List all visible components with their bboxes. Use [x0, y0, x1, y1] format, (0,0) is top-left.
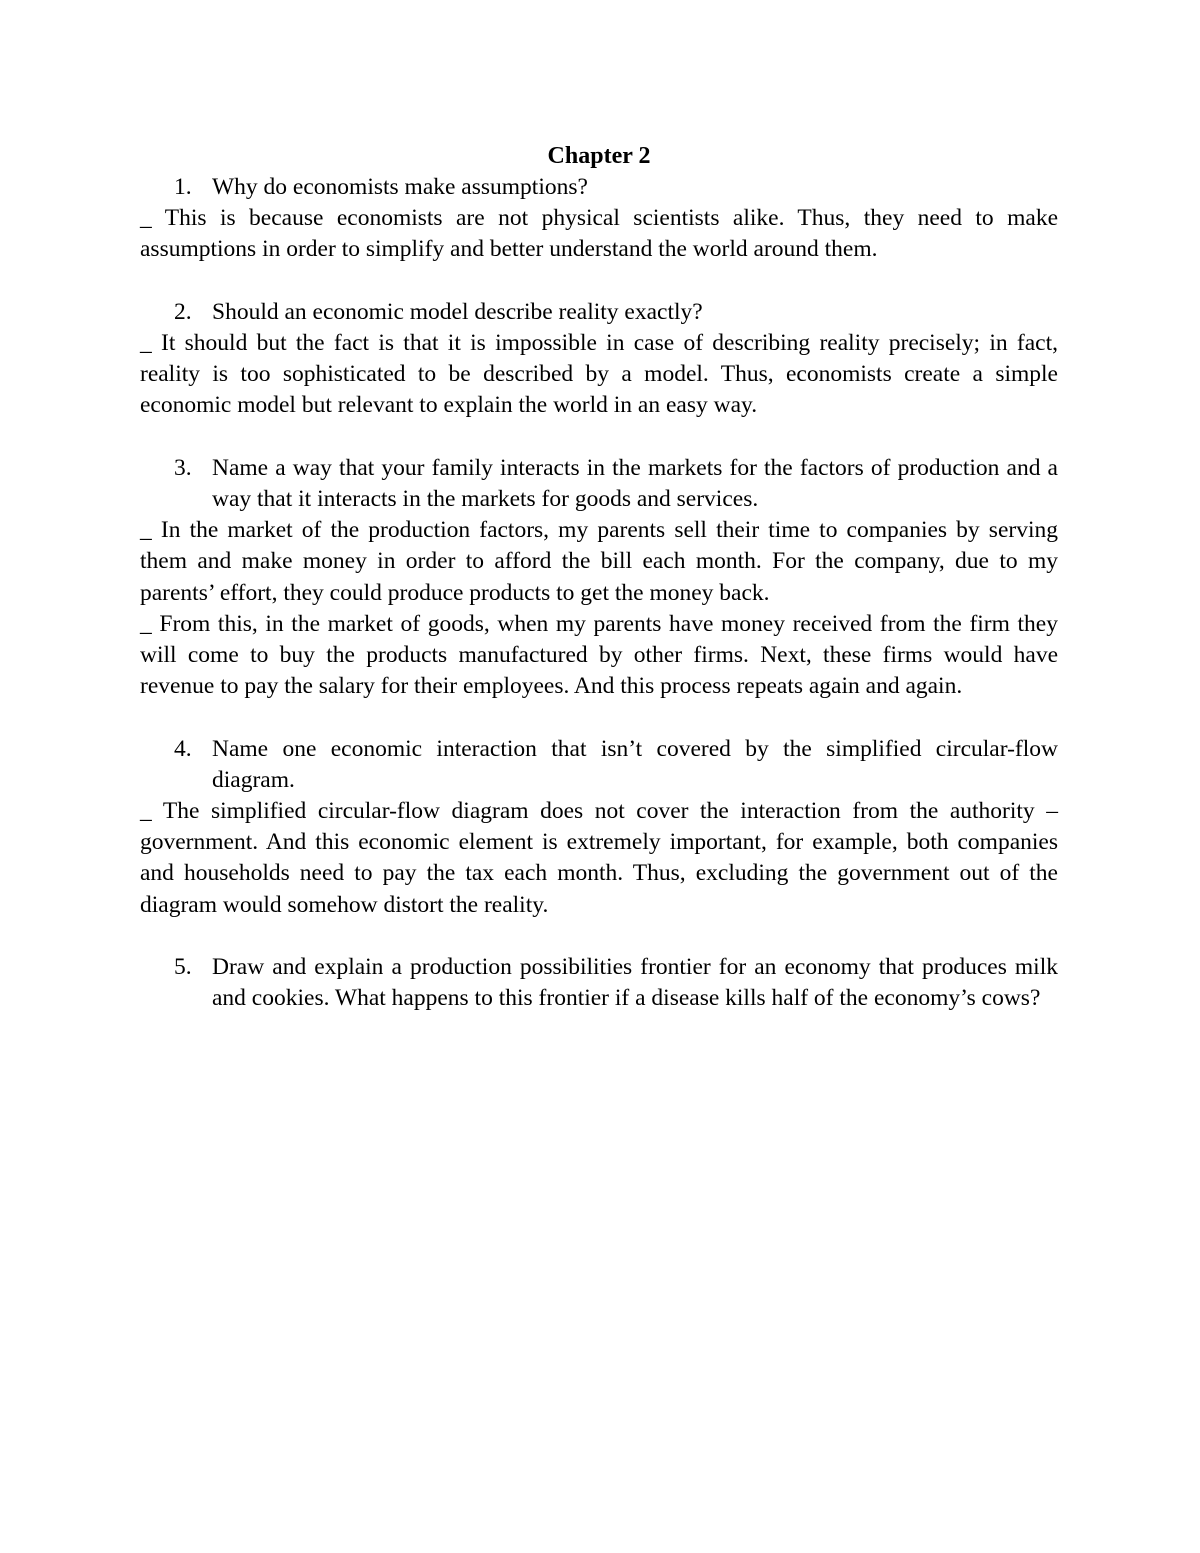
question-5 — [140, 952, 1058, 1014]
question-5-text: Draw and explain a production possibilities frontier for an economy that produces milk and cookies. What happens to this frontier if a disease kills half of the economy’s cows? — [212, 954, 1058, 1012]
question-1-number: 1. — [174, 174, 192, 200]
answer-4: _ The simplified circular-flow diagram does not cover the interaction from the authority – government. And this economic element is extremely important, for example, both companies and households need to pay the tax each month. Thus, excluding the government out of the diagram would somehow distort the reality. — [140, 798, 1058, 918]
page-title: Chapter 2 — [547, 143, 651, 169]
question-2-text: Should an economic model describe reality exactly? — [212, 298, 703, 325]
question-1-text: Why do economists make assumptions? — [212, 174, 588, 200]
answer-1: _ This is because economists are not physical scientists alike. Thus, they need to make assumptions in order to simplify and better understand the world around them. — [140, 205, 1058, 263]
question-5-number: 5. — [174, 954, 192, 981]
answer-3a: _ In the market of the production factors, my parents sell their time to companies by serving them and make money in order to afford the bill each month. For the company, due to my parents’ effort, they could produce products to get the money back. — [140, 517, 1058, 606]
question-4-text: Name one economic interaction that isn’t covered by the simplified circular-flow diagram. — [212, 735, 1058, 793]
answer-2: _ It should but the fact is that it is impossible in case of describing reality precisely; in fact, reality is too sophisticated to be described by a model. Thus, economists create a simple economic model but relevant to explain the world in an easy way. — [140, 330, 1058, 419]
question-3 — [140, 453, 1058, 515]
question-1 — [140, 172, 1058, 203]
question-3-text: Name a way that your family interacts in the markets for the factors of production and a way that it interacts in the markets for goods and services. — [212, 454, 1058, 512]
answer-3b: _ From this, in the market of goods, when my parents have money received from the firm they will come to buy the products manufactured by other firms. Next, these firms would have revenue to pay the salary for their employees. And this process repeats again and again. — [140, 610, 1058, 700]
document-page — [140, 140, 1058, 1014]
question-2-number: 2. — [174, 298, 192, 325]
question-2 — [140, 297, 1058, 328]
question-4-number: 4. — [174, 735, 192, 762]
question-4 — [140, 734, 1058, 796]
question-3-number: 3. — [174, 454, 192, 481]
